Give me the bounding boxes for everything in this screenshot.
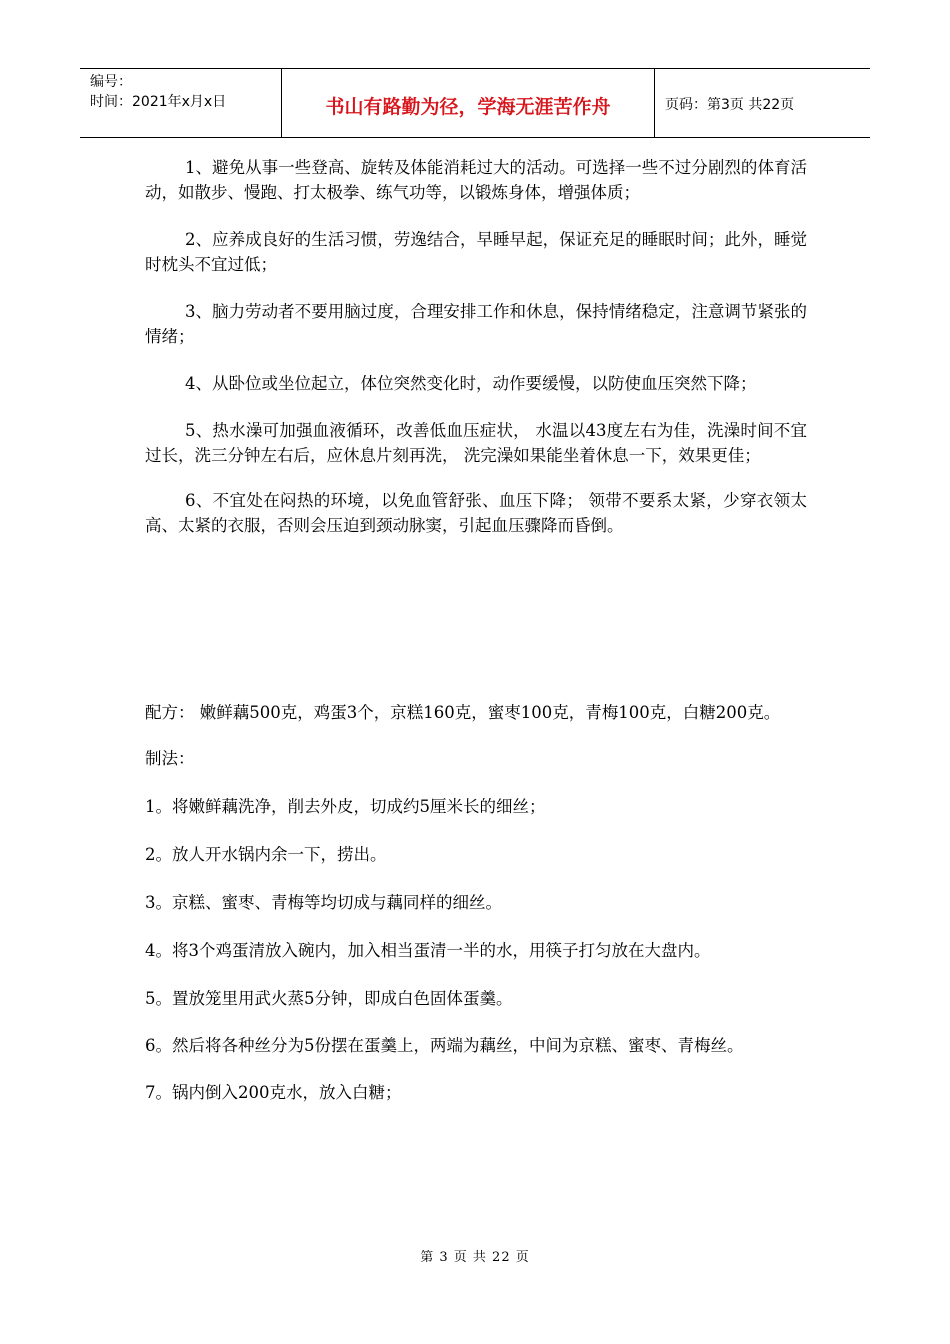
- recipe-ingredients: 配方： 嫩鲜藕500克，鸡蛋3个，京糕160克，蜜枣100克，青梅100克，白糖200克。: [145, 703, 781, 722]
- document-header: [80, 68, 870, 138]
- tip-paragraph-5: 5、热水澡可加强血液循环，改善低血压症状， 水温以43度左右为佳，洗澡时间不宜过长，洗三分钟左右后，应休息片刻再洗， 洗完澡如果能坐着休息一下，效果更佳；: [145, 421, 807, 465]
- header-page-code: 页码：第3页 共22页: [665, 97, 795, 113]
- header-meta-cell: [80, 69, 282, 137]
- recipe-step-5: 5。置放笼里用武火蒸5分钟，即成白色固体蛋羹。: [145, 989, 513, 1008]
- header-page-cell: [655, 69, 870, 137]
- recipe-step-7: 7。锅内倒入200克水，放入白糖；: [145, 1083, 402, 1102]
- recipe-step-4: 4。将3个鸡蛋清放入碗内，加入相当蛋清一半的水，用筷子打匀放在大盘内。: [145, 941, 711, 960]
- recipe-step-1: 1。将嫩鲜藕洗净，削去外皮，切成约5厘米长的细丝；: [145, 797, 546, 816]
- document-number-label: 编号：: [90, 74, 132, 90]
- tip-paragraph-1: 1、避免从事一些登高、旋转及体能消耗过大的活动。可选择一些不过分剧烈的体育活动，如散步、慢跑、打太极拳、练气功等，以锻炼身体，增强体质；: [145, 158, 807, 202]
- tip-paragraph-4: 4、从卧位或坐位起立，体位突然变化时，动作要缓慢，以防使血压突然下降；: [185, 374, 757, 393]
- recipe-step-3: 3。京糕、蜜枣、青梅等均切成与藕同样的细丝。: [145, 893, 502, 912]
- document-body: [145, 150, 807, 1105]
- page-footer: 第 3 页 共 22 页: [420, 1250, 530, 1265]
- tip-paragraph-6: 6、不宜处在闷热的环境，以免血管舒张、血压下降； 领带不要系太紧，少穿衣领太高、太紧的衣服，否则会压迫到颈动脉窦，引起血压骤降而昏倒。: [145, 491, 807, 535]
- recipe-step-2: 2。放人开水锅内余一下，捞出。: [145, 845, 387, 864]
- header-motto-cell: [282, 69, 655, 137]
- header-motto: 书山有路勤为径，学海无涯苦作舟: [325, 96, 611, 118]
- tip-paragraph-3: 3、脑力劳动者不要用脑过度，合理安排工作和休息，保持情绪稳定，注意调节紧张的情绪；: [145, 302, 807, 346]
- document-time-label: 时间：2021年x月x日: [90, 94, 227, 110]
- tip-paragraph-2: 2、应养成良好的生活习惯，劳逸结合，早睡早起，保证充足的睡眠时间；此外，睡觉时枕头不宜过低；: [145, 230, 807, 274]
- recipe-step-6: 6。然后将各种丝分为5份摆在蛋羹上，两端为藕丝，中间为京糕、蜜枣、青梅丝。: [145, 1036, 744, 1055]
- recipe-method-label: 制法：: [145, 749, 195, 768]
